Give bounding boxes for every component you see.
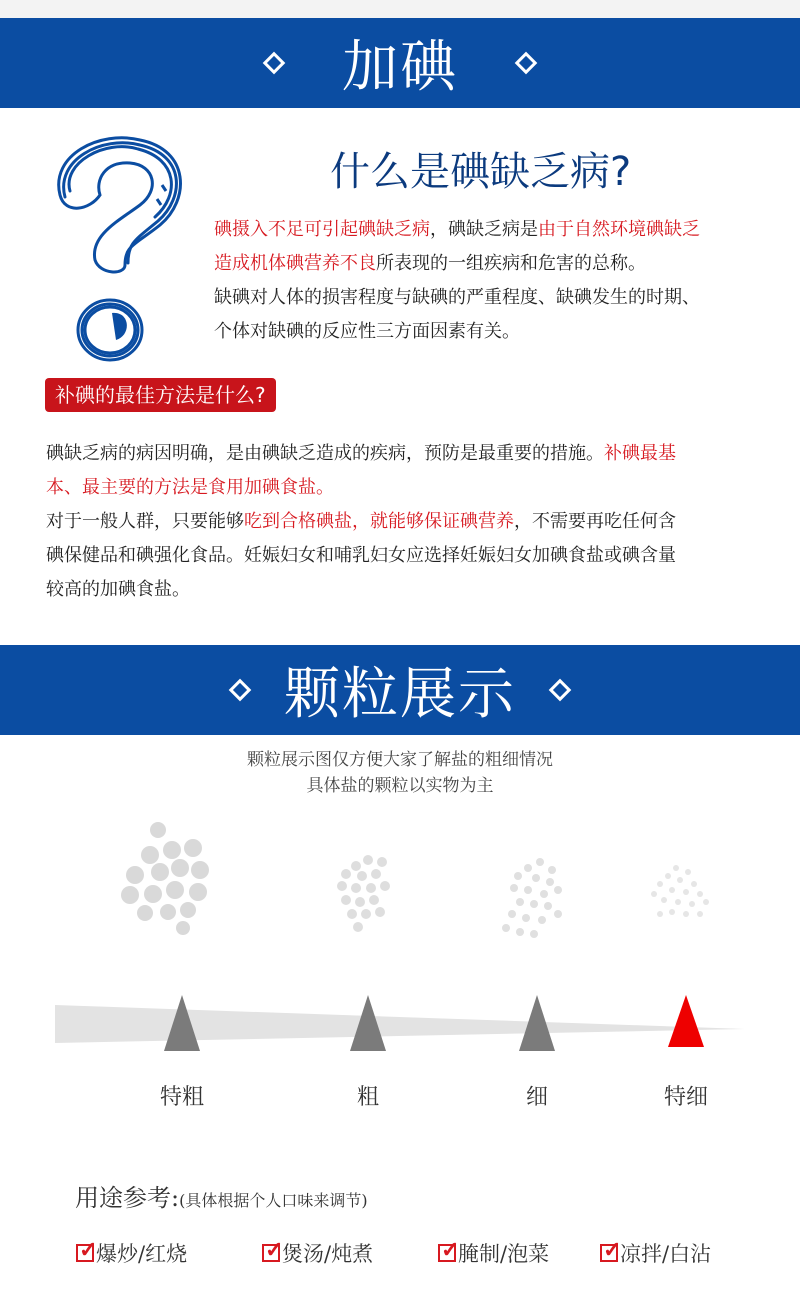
method-text: 对于一般人群，只要能够 xyxy=(46,511,244,532)
question-mark-icon xyxy=(40,125,200,365)
diamond-icon xyxy=(549,679,572,702)
section-title: 加碘 xyxy=(342,35,458,100)
checkbox-icon xyxy=(438,1244,456,1262)
top-strip xyxy=(0,0,800,18)
diamond-icon xyxy=(515,52,538,75)
intro-red-text: 由于自然环境碘缺乏 xyxy=(538,219,700,240)
usage-item-label: 爆炒/红烧 xyxy=(96,1242,188,1266)
intro-text: 缺碘对人体的损害程度与缺碘的严重程度、缺碘发生的时期、 xyxy=(214,287,700,308)
granules-fine xyxy=(502,858,562,938)
section-banner-iodine xyxy=(0,18,800,108)
method-text: 碘保健品和碘强化食品。妊娠妇女和哺乳妇女应选择妊娠妇女加碘食盐或碘含量 xyxy=(46,545,676,566)
granule-subtitle: 颗粒展示图仅方便大家了解盐的粗细情况 xyxy=(247,750,553,770)
section-banner-granules xyxy=(0,645,800,735)
method-text: 较高的加碘食盐。 xyxy=(46,579,190,600)
checkbox-icon xyxy=(600,1244,618,1262)
level-label-extra-coarse: 特粗 xyxy=(159,1085,204,1110)
granules-extra-coarse xyxy=(121,822,209,935)
granules-extra-fine xyxy=(651,865,709,917)
checkbox-icon xyxy=(76,1244,94,1262)
level-label-fine: 细 xyxy=(525,1085,548,1110)
diamond-icon xyxy=(263,52,286,75)
method-red-text: 补碘最基 xyxy=(604,443,676,464)
usage-item-label: 煲汤/炖煮 xyxy=(282,1242,374,1266)
method-red-text: 吃到合格碘盐，就能够保证碘营养 xyxy=(244,511,514,532)
usage-note: (具体根据个人口味来调节) xyxy=(179,1191,368,1210)
usage-item xyxy=(76,1238,187,1268)
question-title: 什么是碘缺乏病? xyxy=(330,149,632,195)
method-red-text: 本、最主要的方法是食用加碘食盐。 xyxy=(46,477,334,498)
usage-item xyxy=(438,1238,549,1268)
method-text: ，不需要再吃任何含 xyxy=(514,511,676,532)
intro-red-text: 碘摄入不足可引起碘缺乏病 xyxy=(214,219,430,240)
method-paragraph xyxy=(46,437,676,607)
intro-paragraph xyxy=(214,213,700,349)
intro-text: ，碘缺乏病是 xyxy=(430,219,538,240)
usage-item-label: 凉拌/白沾 xyxy=(620,1242,712,1266)
intro-text: 个体对缺碘的反应性三方面因素有关。 xyxy=(214,321,520,342)
intro-text: 所表现的一组疾病和危害的总称。 xyxy=(376,253,646,274)
scale-wedge xyxy=(55,1005,745,1043)
method-text: 碘缺乏病的病因明确，是由碘缺乏造成的疾病，预防是最重要的措施。 xyxy=(46,443,604,464)
marker-extra-fine xyxy=(668,995,704,1047)
usage-item xyxy=(262,1238,373,1268)
usage-item-label: 腌制/泡菜 xyxy=(458,1242,550,1266)
level-label-coarse: 粗 xyxy=(356,1085,379,1110)
level-label-extra-fine: 特细 xyxy=(663,1085,708,1110)
granule-subtitle: 具体盐的颗粒以实物为主 xyxy=(306,776,494,796)
method-badge: 补碘的最佳方法是什么? xyxy=(45,378,276,412)
granule-illustration xyxy=(0,810,800,960)
usage-item xyxy=(600,1238,711,1268)
fineness-scale xyxy=(0,985,800,1065)
section-title: 颗粒展示 xyxy=(284,662,516,727)
checkbox-icon xyxy=(262,1244,280,1262)
granules-coarse xyxy=(337,855,390,932)
diamond-icon xyxy=(229,679,252,702)
intro-red-text: 造成机体碘营养不良 xyxy=(214,253,376,274)
usage-title xyxy=(75,1178,368,1213)
usage-title-text: 用途参考: xyxy=(75,1184,180,1212)
